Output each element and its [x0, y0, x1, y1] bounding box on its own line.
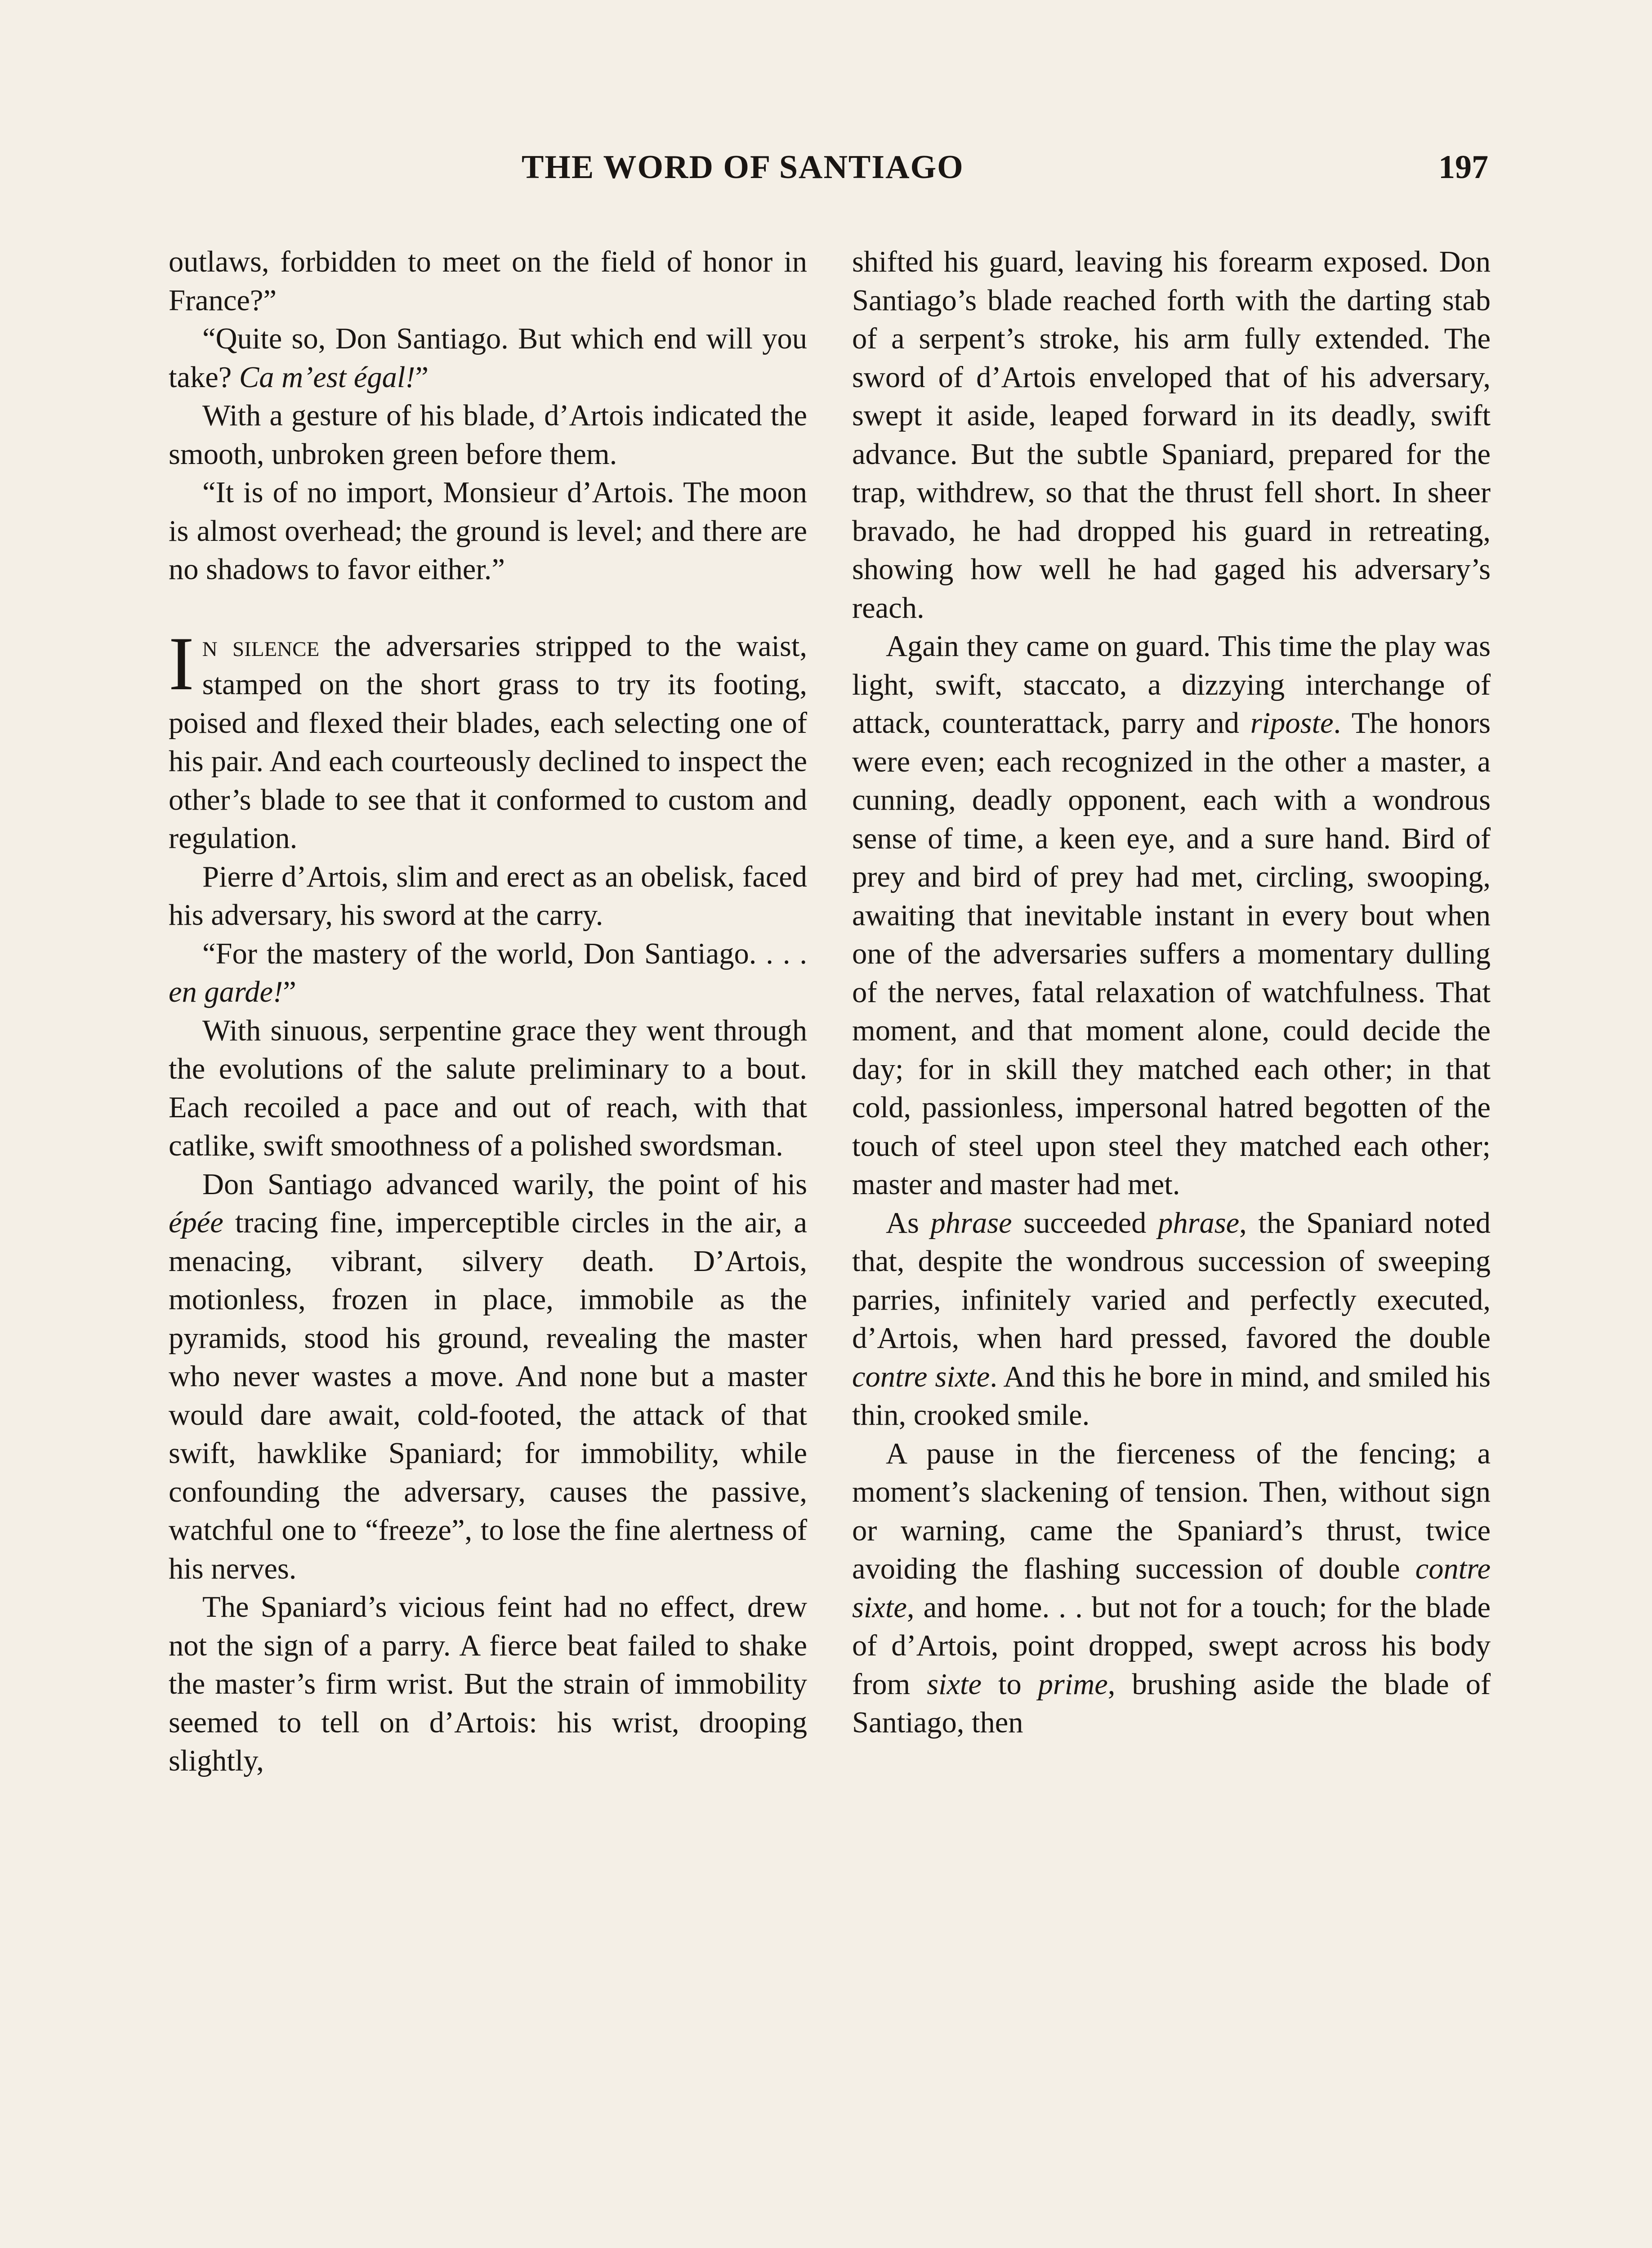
paragraph-text: ”	[415, 361, 429, 394]
paragraph-text: , the Spaniard noted that, despite the wondrous succession of sweeping parries, infinitely varied and perfectly executed, d’Artois, when hard pressed, favored the double	[852, 1206, 1491, 1355]
italic-text: sixte	[927, 1668, 982, 1701]
drop-cap: I	[169, 621, 194, 706]
paragraph	[852, 627, 1491, 1204]
paragraph	[169, 1165, 807, 1588]
paragraph	[169, 935, 807, 1012]
right-column	[852, 243, 1491, 1742]
paragraph: outlaws, forbidden to meet on the field of honor in France?”	[169, 245, 807, 317]
paragraph-text: to	[982, 1668, 1038, 1701]
paragraph-text: , and home. . . but not for a touch; for the blade of d’Artois, point dropped, swept across his body from	[852, 1591, 1491, 1701]
paragraph	[169, 621, 807, 858]
page-header	[522, 148, 1488, 198]
italic-text: contre sixte	[852, 1552, 1491, 1624]
italic-text: phrase	[1158, 1206, 1240, 1240]
paragraph: With sinuous, serpentine grace they went through the evolutions of the salute preliminary to a bout. Each recoiled a pace and out of reach, with that catlike, swift smoothness of a polished swordsman.	[169, 1014, 807, 1162]
running-title: THE WORD OF SANTIAGO	[522, 149, 964, 186]
italic-text: Ca m’est égal!	[239, 361, 415, 394]
small-caps-text: n silence	[202, 629, 320, 663]
paragraph-text: Again they came on guard. This time the play was light, swift, staccato, a dizzying interchange of attack, counterattack, parry and	[852, 630, 1491, 740]
page-number: 197	[1438, 149, 1488, 186]
italic-text: épée	[169, 1206, 223, 1239]
paragraph-text: . And this he bore in mind, and smiled his thin, crooked smile.	[852, 1360, 1491, 1432]
paragraph	[852, 1204, 1491, 1435]
italic-text: phrase	[930, 1206, 1012, 1240]
paragraph: The Spaniard’s vicious feint had no effect, drew not the sign of a parry. A fierce beat failed to shake the master’s firm wrist. But the strain of immobility seemed to tell on d’Artois: his wrist, drooping slightly,	[169, 1591, 807, 1777]
paragraph: shifted his guard, leaving his forearm exposed. Don Santiago’s blade reached forth with the darting stab of a serpent’s stroke, his arm fully extended. The sword of d’Artois enveloped that of his adversary, swept it aside, leaped forward in its deadly, swift advance. But the subtle Spaniard, prepared for the trap, withdrew, so that the thrust fell short. In sheer bravado, he had dropped his guard in retreating, showing how well he had gaged his adversary’s reach.	[852, 245, 1491, 624]
paragraph-text: ”	[283, 976, 296, 1008]
paragraph: “It is of no import, Monsieur d’Artois. The moon is almost overhead; the ground is level; and there are no shadows to favor either.”	[169, 476, 807, 586]
paragraph: Pierre d’Artois, slim and erect as an obelisk, faced his adversary, his sword at the carry.	[169, 860, 807, 932]
section-break	[169, 589, 807, 627]
paragraph-text: . The honors were even; each recognized in the other a master, a cunning, deadly opponent, each with a wondrous sense of time, a keen eye, and a sure hand. Bird of prey and bird of prey had met, circling, swooping, awaiting that inevitable instant in every bout when one of the adversaries suffers a momentary dulling of the nerves, fatal relaxation of watchfulness. That moment, and that moment alone, could decide the day; for in skill they matched each other; in that cold, passionless, impersonal hatred begotten of the touch of steel upon steel they matched each other; master and master had met.	[852, 707, 1491, 1201]
paragraph-text: “Quite so, Don Santiago. But which end will you take?	[169, 322, 807, 394]
left-column	[169, 243, 807, 1780]
italic-text: riposte	[1250, 707, 1334, 740]
italic-text: en garde!	[169, 976, 283, 1008]
paragraph-text: the adversaries stripped to the waist, stamped on the short grass to try its footing, poised and flexed their blades, each selecting one of his pair. And each courteously declined to inspect the other’s blade to see that it conformed to custom and regulation.	[169, 629, 807, 855]
paragraph	[852, 1435, 1491, 1742]
paragraph	[169, 320, 807, 397]
paragraph-text: tracing fine, imperceptible circles in the air, a menacing, vibrant, silvery death. D’Artois, motionless, frozen in place, immobile as the pyramids, stood his ground, revealing the master who never wastes a move. And none but a master would dare await, cold-footed, the attack of that swift, hawklike Spaniard; for immobility, while confounding the adversary, causes the passive, watchful one to “freeze”, to lose the fine alertness of his nerves.	[169, 1206, 807, 1585]
paragraph-text: , brushing aside the blade of Santiago, then	[852, 1668, 1491, 1739]
paragraph-text: “For the mastery of the world, Don Santiago. . . .	[202, 937, 807, 970]
paragraph-text: As	[886, 1206, 931, 1240]
paragraph-text: succeeded	[1012, 1206, 1158, 1240]
paragraph-text: A pause in the fierceness of the fencing; a moment’s slackening of tension. Then, without sign or warning, came the Spaniard’s thrust, twice avoiding the flashing succession of double	[852, 1437, 1491, 1585]
italic-text: prime	[1038, 1668, 1108, 1701]
italic-text: contre sixte	[852, 1360, 990, 1393]
paragraph-text: Don Santiago advanced warily, the point of his	[202, 1168, 807, 1201]
paragraph: With a gesture of his blade, d’Artois indicated the smooth, unbroken green before them.	[169, 399, 807, 471]
